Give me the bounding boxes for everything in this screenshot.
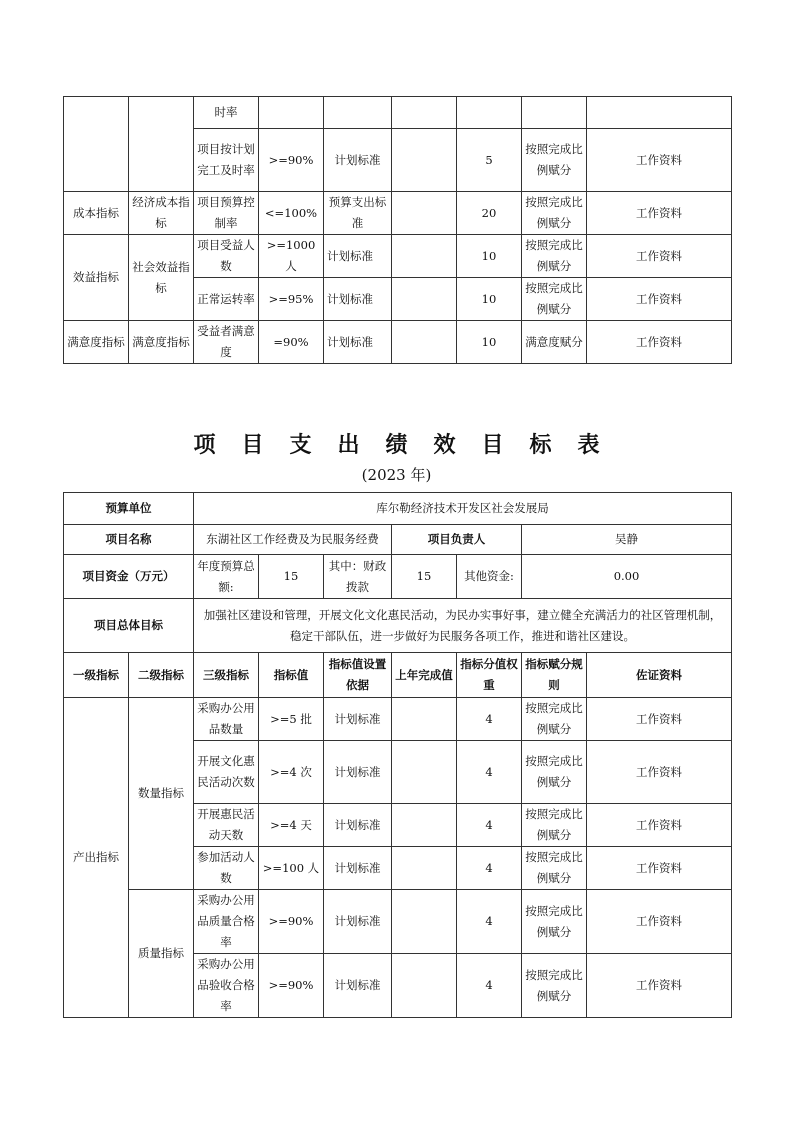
basis-cell [324, 97, 392, 129]
page-title: 项目支出绩效目标表 [193, 432, 626, 458]
l3-cell: 参加活动人数 [194, 847, 259, 890]
project-goal-value: 加强社区建设和管理，开展文化文化惠民活动，为民办实事好事，建立健全充满活力的社区管理机制，稳定干部队伍，进一步做好为民服务各项工作，推进和谐社区建设。 [194, 599, 732, 653]
evidence-cell: 工作资料 [587, 321, 732, 364]
weight-cell: 10 [457, 235, 522, 278]
table-row [64, 192, 732, 235]
value-cell [259, 97, 324, 129]
rule-cell: 按照完成比例赋分 [522, 129, 587, 192]
value-cell: >=100 人 [259, 847, 324, 890]
l2-cell: 经济成本指标 [129, 192, 194, 235]
other-funds-label: 其他资金: [457, 555, 522, 599]
value-cell: >=5 批 [259, 698, 324, 741]
project-goal-label: 项目总体目标 [64, 599, 194, 653]
last-year-cell [392, 235, 457, 278]
basis-cell: 计划标准 [324, 321, 392, 364]
evidence-cell: 工作资料 [587, 741, 732, 804]
budget-unit-row [64, 493, 732, 525]
weight-cell: 20 [457, 192, 522, 235]
value-cell: <=100% [259, 192, 324, 235]
table-row [64, 890, 732, 954]
value-cell: >=90% [259, 890, 324, 954]
other-funds-value: 0.00 [522, 555, 732, 599]
last-year-cell [392, 192, 457, 235]
rule-cell: 按照完成比例赋分 [522, 235, 587, 278]
header-last-year: 上年完成值 [392, 653, 457, 698]
header-l2: 二级指标 [129, 653, 194, 698]
performance-goal-table [63, 492, 732, 1018]
basis-cell: 预算支出标准 [324, 192, 392, 235]
project-funds-label: 项目资金（万元） [64, 555, 194, 599]
table-row [64, 235, 732, 278]
header-value: 指标值 [259, 653, 324, 698]
l3-cell: 正常运转率 [194, 278, 259, 321]
fiscal-funds-label: 其中：财政拨款 [324, 555, 392, 599]
header-basis: 指标值设置依据 [324, 653, 392, 698]
basis-cell: 计划标准 [324, 235, 392, 278]
basis-cell: 计划标准 [324, 954, 392, 1018]
weight-cell: 4 [457, 741, 522, 804]
rule-cell: 按照完成比例赋分 [522, 698, 587, 741]
l2-cell: 社会效益指标 [129, 235, 194, 321]
weight-cell: 4 [457, 890, 522, 954]
basis-cell: 计划标准 [324, 698, 392, 741]
output-indicator-cell: 产出指标 [64, 698, 129, 1018]
l2-cell [129, 97, 194, 192]
fiscal-funds-value: 15 [392, 555, 457, 599]
l3-cell: 开展惠民活动天数 [194, 804, 259, 847]
l1-cell [64, 97, 129, 192]
last-year-cell [392, 847, 457, 890]
value-cell: >=4 天 [259, 804, 324, 847]
project-funds-row [64, 555, 732, 599]
value-cell: >=1000 人 [259, 235, 324, 278]
evidence-cell: 工作资料 [587, 235, 732, 278]
last-year-cell [392, 698, 457, 741]
l3-cell: 采购办公用品质量合格率 [194, 890, 259, 954]
weight-cell: 10 [457, 278, 522, 321]
weight-cell: 4 [457, 954, 522, 1018]
evidence-cell: 工作资料 [587, 192, 732, 235]
header-l1: 一级指标 [64, 653, 129, 698]
project-name-label: 项目名称 [64, 525, 194, 555]
header-rule: 指标赋分规则 [522, 653, 587, 698]
header-l3: 三级指标 [194, 653, 259, 698]
project-leader-value: 吴静 [522, 525, 732, 555]
quality-indicator-cell: 质量指标 [129, 890, 194, 1018]
l3-cell: 项目受益人数 [194, 235, 259, 278]
evidence-cell: 工作资料 [587, 890, 732, 954]
rule-cell: 按照完成比例赋分 [522, 192, 587, 235]
rule-cell: 按照完成比例赋分 [522, 847, 587, 890]
evidence-cell: 工作资料 [587, 954, 732, 1018]
project-name-row [64, 525, 732, 555]
project-name-value: 东湖社区工作经费及为民服务经费 [194, 525, 392, 555]
evidence-cell: 工作资料 [587, 698, 732, 741]
rule-cell: 按照完成比例赋分 [522, 741, 587, 804]
basis-cell: 计划标准 [324, 129, 392, 192]
value-cell: =90% [259, 321, 324, 364]
last-year-cell [392, 278, 457, 321]
evidence-cell [587, 97, 732, 129]
l2-cell: 满意度指标 [129, 321, 194, 364]
annual-budget-value: 15 [259, 555, 324, 599]
l3-cell: 采购办公用品验收合格率 [194, 954, 259, 1018]
rule-cell [522, 97, 587, 129]
rule-cell: 按照完成比例赋分 [522, 890, 587, 954]
table-row [64, 97, 732, 129]
l3-cell: 采购办公用品数量 [194, 698, 259, 741]
top-indicator-table [63, 96, 732, 364]
table-row [64, 698, 732, 741]
last-year-cell [392, 954, 457, 1018]
last-year-cell [392, 97, 457, 129]
l3-cell: 项目预算控制率 [194, 192, 259, 235]
last-year-cell [392, 741, 457, 804]
l3-cell: 项目按计划完工及时率 [194, 129, 259, 192]
budget-unit-label: 预算单位 [64, 493, 194, 525]
weight-cell: 4 [457, 804, 522, 847]
annual-budget-label: 年度预算总额: [194, 555, 259, 599]
weight-cell: 4 [457, 698, 522, 741]
l3-cell: 受益者满意度 [194, 321, 259, 364]
value-cell: >=90% [259, 129, 324, 192]
value-cell: >=90% [259, 954, 324, 1018]
evidence-cell: 工作资料 [587, 278, 732, 321]
basis-cell: 计划标准 [324, 890, 392, 954]
value-cell: >=95% [259, 278, 324, 321]
year-subtitle: (2023 年) [361, 466, 432, 484]
evidence-cell: 工作资料 [587, 129, 732, 192]
quantity-indicator-cell: 数量指标 [129, 698, 194, 890]
l1-cell: 效益指标 [64, 235, 129, 321]
budget-unit-value: 库尔勒经济技术开发区社会发展局 [194, 493, 732, 525]
project-goal-row [64, 599, 732, 653]
l1-cell: 满意度指标 [64, 321, 129, 364]
rule-cell: 满意度赋分 [522, 321, 587, 364]
evidence-cell: 工作资料 [587, 847, 732, 890]
rule-cell: 按照完成比例赋分 [522, 954, 587, 1018]
header-weight: 指标分值权重 [457, 653, 522, 698]
weight-cell [457, 97, 522, 129]
last-year-cell [392, 321, 457, 364]
project-leader-label: 项目负责人 [392, 525, 522, 555]
l3-cell: 开展文化惠民活动次数 [194, 741, 259, 804]
basis-cell: 计划标准 [324, 741, 392, 804]
header-evidence: 佐证资料 [587, 653, 732, 698]
last-year-cell [392, 804, 457, 847]
table-row [64, 321, 732, 364]
rule-cell: 按照完成比例赋分 [522, 804, 587, 847]
weight-cell: 5 [457, 129, 522, 192]
evidence-cell: 工作资料 [587, 804, 732, 847]
l3-cell: 时率 [194, 97, 259, 129]
last-year-cell [392, 129, 457, 192]
last-year-cell [392, 890, 457, 954]
basis-cell: 计划标准 [324, 847, 392, 890]
weight-cell: 10 [457, 321, 522, 364]
basis-cell: 计划标准 [324, 804, 392, 847]
basis-cell: 计划标准 [324, 278, 392, 321]
header-row [64, 653, 732, 698]
rule-cell: 按照完成比例赋分 [522, 278, 587, 321]
value-cell: >=4 次 [259, 741, 324, 804]
weight-cell: 4 [457, 847, 522, 890]
l1-cell: 成本指标 [64, 192, 129, 235]
